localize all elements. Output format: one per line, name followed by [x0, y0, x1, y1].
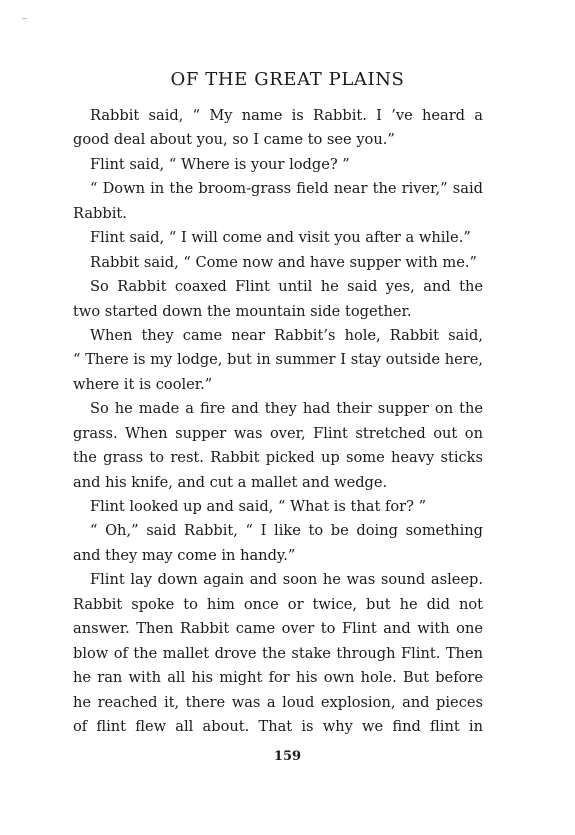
text-line: good deal about you, so I came to see you.”: [73, 131, 395, 149]
text-line: Rabbit said, “ Come now and have supper with me.”: [90, 253, 477, 271]
text-line: grass. When supper was over, Flint stretched out on: [73, 424, 483, 442]
text-line: Rabbit spoke to him once or twice, but he did not: [73, 595, 483, 613]
text-line: of flint flew all about. That is why we find flint in: [73, 717, 483, 735]
text-line: Flint said, “ Where is your lodge? ”: [90, 155, 350, 173]
text-line: the grass to rest. Rabbit picked up some heavy sticks: [73, 449, 483, 467]
text-line: and his knife, and cut a mallet and wedge.: [73, 473, 388, 491]
text-line: So Rabbit coaxed Flint until he said yes, and the: [90, 278, 483, 296]
text-line: “ There is my lodge, but in summer I stay outside here,: [73, 351, 483, 369]
text-line: and they may come in handy.”: [73, 546, 296, 564]
text-line: he reached it, there was a loud explosion, and pieces: [73, 693, 483, 711]
text-line: So he made a fire and they had their supper on the: [90, 400, 483, 418]
text-line: blow of the mallet drove the stake through Flint. Then: [73, 644, 483, 662]
text-line: Flint said, “ I will come and visit you after a while.”: [90, 229, 471, 247]
text-line: Rabbit said, “ My name is Rabbit. I ’ve heard a: [90, 107, 483, 124]
page-number: 159: [273, 749, 302, 764]
scan-mark: [22, 18, 27, 19]
running-head: OF THE GREAT PLAINS: [170, 69, 405, 90]
text-line: “ Oh,” said Rabbit, “ I like to be doing something: [90, 522, 483, 540]
text-line: When they came near Rabbit’s hole, Rabbit said,: [90, 326, 483, 344]
text-line: he ran with all his might for his own hole. But before: [73, 669, 483, 687]
text-line: Flint looked up and said, “ What is that for? ”: [90, 498, 427, 515]
text-line: answer. Then Rabbit came over to Flint and with one: [73, 620, 483, 638]
body-text: [73, 104, 483, 739]
text-line: “ Down in the broom-grass field near the river,” said: [90, 180, 483, 198]
text-line: two started down the mountain side together.: [73, 302, 412, 320]
text-line: Flint lay down again and soon he was sound asleep.: [90, 571, 483, 589]
text-line: Rabbit.: [73, 204, 127, 222]
text-line: where it is cooler.”: [73, 375, 213, 393]
